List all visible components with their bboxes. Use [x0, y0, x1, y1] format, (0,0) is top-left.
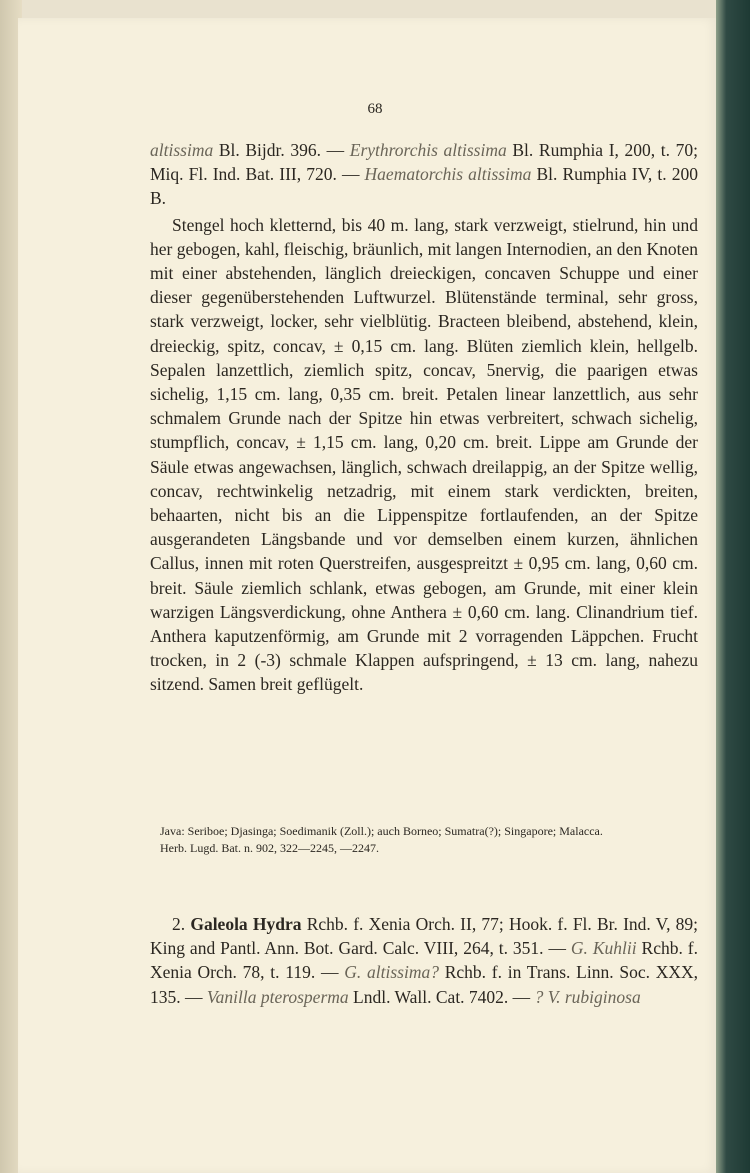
species-entry-2 [150, 912, 698, 1009]
synonym-name: Vanilla pterosperma [206, 986, 349, 1007]
citation-text: Bl. Bijdr. 396. — [213, 140, 350, 160]
citation-text: Rchb. f. Xenia Orch. II, 77; Hook. f. Fl. Br. Ind. V, 89; King and Pantl. Ann. Bot. Gard. Calc. VIII, 264, t. 351. — [150, 914, 699, 959]
citation-text: Bl. Rumphia IV, t. 200 B. [150, 164, 698, 209]
synonym-name: ? V. rubiginosa [534, 986, 641, 1007]
citation-text: Rchb. f. Xenia Orch. 78, t. 119. — [150, 938, 698, 983]
notes-block [150, 823, 698, 857]
species-epithet: altissima [150, 140, 214, 160]
species-name: Galeola Hydra [190, 914, 302, 934]
synonym-name: Erythrorchis altissima [349, 140, 507, 160]
entry-number: 2. [172, 914, 191, 934]
synonym-name: G. altissima? [344, 962, 439, 983]
citation-text: Rchb. f. in Trans. Linn. Soc. XXX, 135. — [150, 962, 699, 1007]
distribution-note: Java: Seriboe; Djasinga; Soedimanik (Zoll.); auch Borneo; Sumatra(?); Singapore; Malacca. [160, 824, 603, 838]
description-paragraph: Stengel hoch kletternd, bis 40 m. lang, stark verzweigt, stielrund, hin und her gebogen, kahl, fleischig, bräunlich, mit langen Internodien, an den Knoten mit einer abstehenden, länglich dreieckigen, concaven Schuppe und einer dieser gegenüberstehenden Luftwurzel. Blütenstände terminal, sehr gross, stark verzweigt, locker, sehr vielblütig. Bracteen bleibend, abstehend, klein, dreieckig, spitz, concav, ± 0,15 cm. lang. Blüten ziemlich klein, hellgelb. Sepalen lanzettlich, ziemlich spitz, concav, 5nervig, die paarigen etwas sichelig, 1,15 cm. lang, 0,35 cm. breit. Petalen linear lanzettlich, aus sehr schmalem Grunde nach der Spitze hin etwas verbreitert, schwach sichelig, stumpflich, concav, ± 1,15 cm. lang, 0,20 cm. breit. Lippe am Grunde der Säule etwas angewachsen, länglich, schwach dreilappig, an der Spitze wellig, concav, rechtwinkelig netzadrig, mit einem stark verdickten, breiten, behaarten, nicht bis an die Lippenspitze fortlaufenden, an der Spitze ausgerandeten Längsbande und vor demselben einem kurzen, ähnlichen Callus, innen mit roten Querstreifen, ausgespreitzt ± 0,95 cm. lang, 0,60 cm. breit. Säule ziemlich schlank, etwas gebogen, am Grunde, mit einer klein warzigen Längsverdickung, ohne Anthera ± 0,60 cm. lang. Clinandrium tief. Anthera kaputzenförmig, am Grunde mit 2 vorragenden Läppchen. Frucht trocken, in 2 (-3) schmale Klappen aufspringend, ± 13 cm. lang, nahezu sitzend. Samen breit geflügelt. [150, 214, 698, 695]
species-2-paragraph [150, 912, 698, 1009]
synonymy-block [150, 138, 698, 697]
citation-text: Lndl. Wall. Cat. 7402. — [348, 986, 535, 1007]
page-number: 68 [367, 101, 383, 117]
synonym-name: G. Kuhlii [570, 938, 637, 959]
synonym-name: Haematorchis altissima [364, 164, 532, 185]
synonymy-paragraph [150, 138, 698, 211]
book-cover-edge [716, 0, 750, 1173]
citation-text: Bl. Rumphia I, 200, t. 70; Miq. Fl. Ind. Bat. III, 720. — [150, 140, 698, 185]
herbarium-note: Herb. Lugd. Bat. n. 902, 322—2245, —2247. [160, 841, 379, 855]
